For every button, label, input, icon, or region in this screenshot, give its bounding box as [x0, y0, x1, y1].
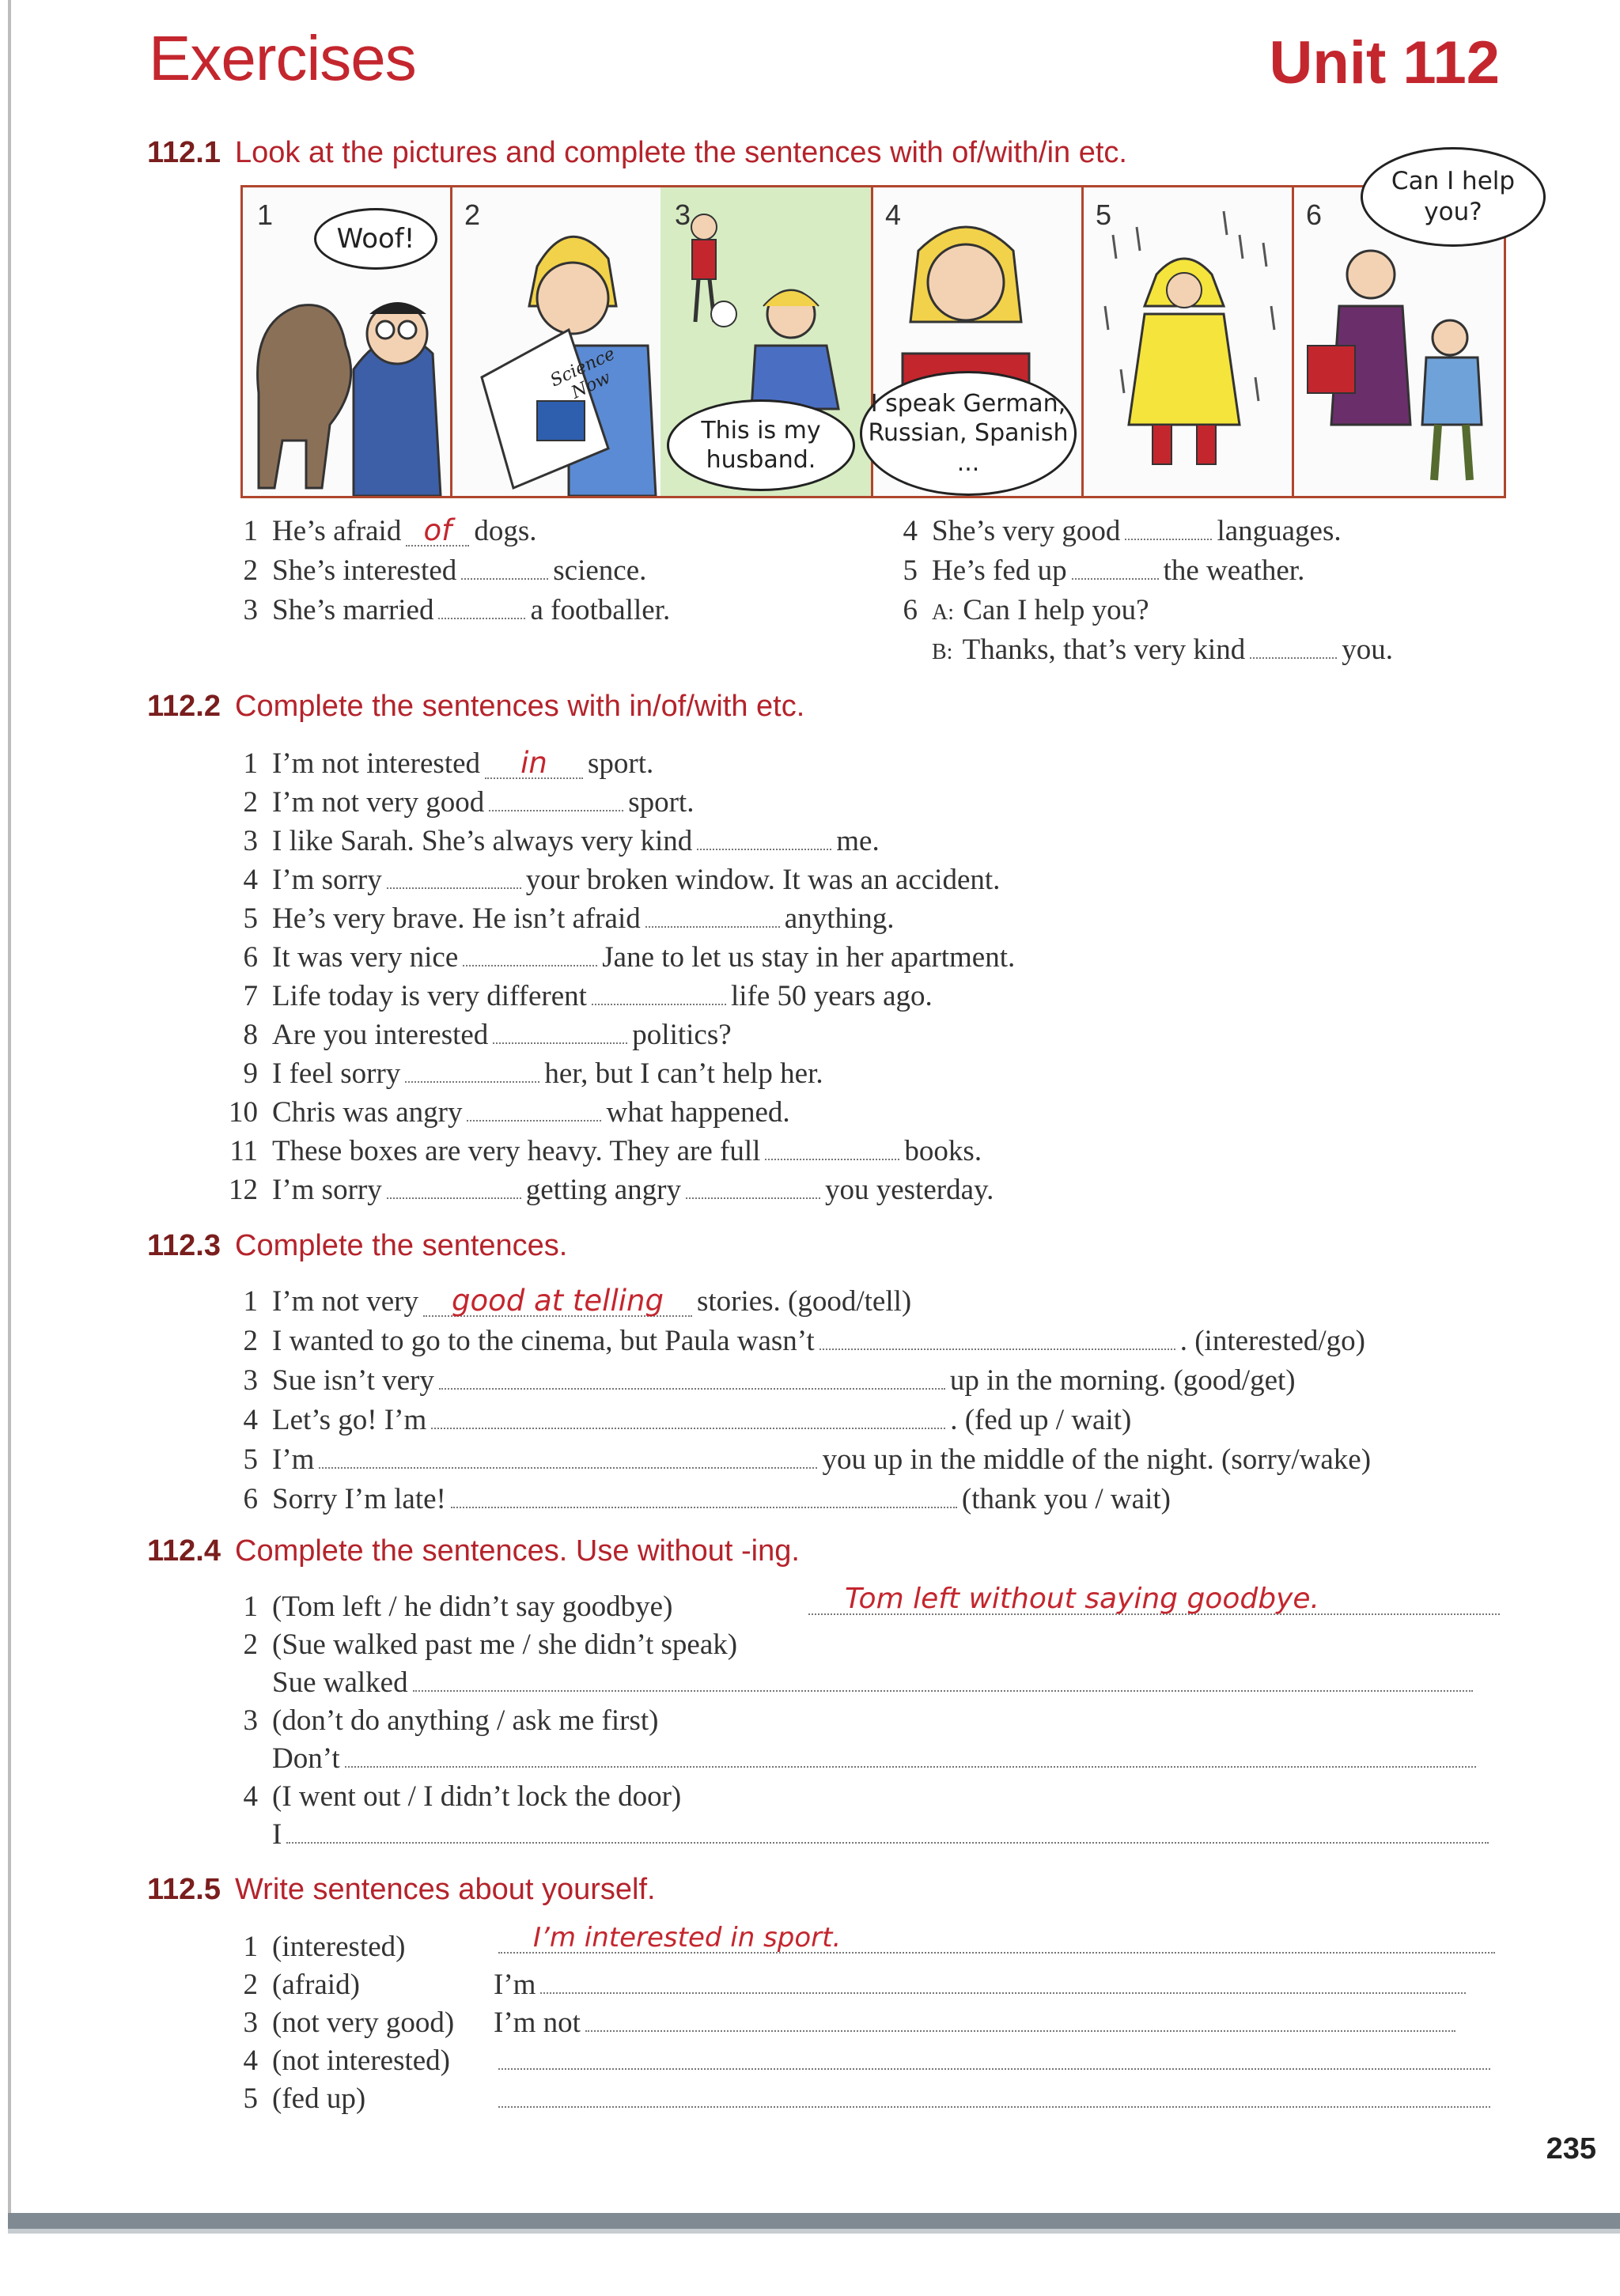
speech-bubble: Can I help you? — [1361, 147, 1546, 247]
ex4-item-1: 1 (Tom left / he didn’t say goodbye) — [243, 1591, 673, 1623]
speech-bubble: This is my husband. — [667, 399, 855, 491]
ex4-item-3: 3 (don’t do anything / ask me first) — [243, 1704, 659, 1737]
answer-field[interactable]: I’m interested in sport. — [498, 1923, 1495, 1954]
answer-field[interactable] — [1072, 577, 1159, 580]
answer-field[interactable] — [489, 809, 623, 811]
page-title: Exercises — [149, 23, 416, 93]
ex2-item-4: 4 I’m sorry your broken window. It was an accident. — [243, 864, 1001, 896]
answer-field[interactable] — [405, 1080, 539, 1083]
exercise-112-1-heading: 112.1 Look at the pictures and complete the sentences with of/with/in etc. — [147, 136, 1127, 169]
exercise-112-3-heading: 112.3 Complete the sentences. — [147, 1229, 568, 1262]
answer-field[interactable] — [286, 1841, 1489, 1844]
picture-panel-1: 1 Woof! — [243, 187, 452, 496]
ex3-item-4: 4 Let’s go! I’m . (fed up / wait) — [243, 1404, 1132, 1436]
answer-field[interactable] — [387, 887, 521, 889]
picture-panel-6: 6 — [1292, 187, 1504, 496]
answer-field[interactable] — [451, 1506, 957, 1508]
answer-field[interactable]: Tom left without saying goodbye. — [808, 1585, 1500, 1615]
magazine-cover-title: Science Now — [547, 343, 619, 403]
answer-field[interactable] — [439, 1387, 945, 1390]
ex1-item-6-reply: B: Thanks, that’s very kind you. — [932, 634, 1393, 666]
dog-and-man-illustration — [243, 187, 450, 496]
answer-field[interactable] — [463, 964, 597, 966]
ex2-item-9: 9 I feel sorry her, but I can’t help her. — [243, 1057, 823, 1090]
picture-panel-4: 4 I speak German, Russian, Spanish ... — [871, 187, 1084, 496]
answer-field[interactable] — [592, 1003, 726, 1005]
ex3-item-2: 2 I wanted to go to the cinema, but Paula wasn’t . (interested/go) — [243, 1325, 1365, 1357]
answer-field[interactable] — [467, 1119, 601, 1122]
answer-field[interactable] — [493, 1042, 627, 1044]
ex2-item-1: 1 I’m not interested in sport. — [243, 746, 654, 780]
answer-field[interactable] — [387, 1197, 521, 1199]
ex2-item-3: 3 I like Sarah. She’s always very kind me. — [243, 825, 880, 857]
speech-bubble: Woof! — [314, 208, 437, 270]
ex4-item-2-answer: Sue walked — [272, 1666, 1478, 1700]
ex1-item-5: 5 He’s fed up the weather. — [903, 554, 1305, 587]
ex5-item-5-answer — [494, 2082, 1495, 2116]
speech-bubble: I speak German, Russian, Spanish ... — [860, 371, 1077, 496]
ex1-item-4: 4 She’s very good languages. — [903, 515, 1342, 547]
ex2-item-5: 5 He’s very brave. He isn’t afraid anything. — [243, 902, 895, 935]
ex5-item-3-answer: I’m not — [494, 2006, 1460, 2040]
ex4-item-4-answer: I — [272, 1818, 1493, 1852]
ex5-item-4-answer — [494, 2044, 1495, 2078]
ex2-item-10: 10 Chris was angry what happened. — [229, 1096, 790, 1129]
ex3-item-1: 1 I’m not very good at telling stories. (good/tell) — [243, 1284, 912, 1318]
answer-field[interactable] — [461, 577, 548, 580]
ex4-item-3-answer: Don’t — [272, 1742, 1481, 1776]
ex5-item-2-answer: I’m — [494, 1968, 1470, 2002]
ex5-item-3: 3 (not very good) — [243, 2007, 455, 2039]
ex3-item-5: 5 I’m you up in the middle of the night. (sorry/wake) — [243, 1443, 1372, 1476]
ex2-item-8: 8 Are you interested politics? — [243, 1019, 732, 1051]
ex3-item-3: 3 Sue isn’t very up in the morning. (good/get) — [243, 1364, 1296, 1397]
footer-bar-shadow — [8, 2229, 1620, 2234]
left-margin-rule — [8, 0, 11, 2215]
answer-field[interactable] — [413, 1689, 1473, 1692]
rain-illustration — [1081, 187, 1292, 496]
ex5-item-2: 2 (afraid) — [243, 1969, 360, 2001]
ex2-item-2: 2 I’m not very good sport. — [243, 786, 695, 819]
ex3-item-6: 6 Sorry I’m late! (thank you / wait) — [243, 1483, 1171, 1515]
answer-field[interactable] — [819, 1348, 1175, 1350]
ex1-item-1: 1 He’s afraid of dogs. — [243, 513, 537, 547]
answer-field[interactable] — [765, 1158, 899, 1160]
picture-panel-5: 5 — [1081, 187, 1294, 496]
unit-heading: Unit 112 — [1269, 29, 1500, 96]
answer-field[interactable] — [345, 1765, 1476, 1768]
ex2-item-7: 7 Life today is very different life 50 years ago. — [243, 980, 933, 1012]
answer-field[interactable] — [697, 848, 831, 850]
ex5-item-4: 4 (not interested) — [243, 2044, 450, 2077]
ex4-item-4: 4 (I went out / I didn’t lock the door) — [243, 1780, 682, 1813]
ex4-item-2: 2 (Sue walked past me / she didn’t speak) — [243, 1628, 738, 1661]
exercise-112-4-heading: 112.4 Complete the sentences. Use without -ing. — [147, 1534, 800, 1568]
answer-field[interactable] — [319, 1466, 817, 1469]
answer-field[interactable] — [686, 1197, 820, 1199]
answer-field[interactable] — [498, 2067, 1490, 2070]
answer-field[interactable]: good at telling — [423, 1287, 692, 1317]
answer-field[interactable] — [438, 617, 525, 619]
ex2-item-11: 11 These boxes are very heavy. They are full books. — [229, 1135, 982, 1167]
answer-field[interactable] — [585, 2029, 1455, 2032]
answer-field[interactable] — [1250, 656, 1337, 659]
answer-field[interactable]: of — [406, 516, 469, 547]
answer-field[interactable] — [645, 925, 780, 928]
answer-field[interactable] — [498, 2105, 1490, 2108]
exercise-112-5-heading: 112.5 Write sentences about yourself. — [147, 1873, 656, 1906]
answer-field[interactable] — [1125, 538, 1212, 540]
answer-field[interactable] — [540, 1992, 1466, 1994]
ex2-item-12: 12 I’m sorry getting angry you yesterday. — [229, 1174, 994, 1206]
page-number: 235 — [1546, 2132, 1596, 2166]
picture-panel-2: 2 Science Now — [450, 187, 663, 496]
ex1-item-6: 6 A: Can I help you? — [903, 594, 1149, 626]
woman-reading-illustration — [450, 187, 660, 496]
ex1-item-3: 3 She’s married a footballer. — [243, 594, 671, 626]
ex1-item-2: 2 She’s interested science. — [243, 554, 647, 587]
picture-strip — [240, 185, 1506, 498]
answer-field[interactable]: in — [485, 749, 583, 779]
ex5-item-5: 5 (fed up) — [243, 2082, 366, 2115]
answer-field[interactable] — [431, 1427, 945, 1429]
footer-bar — [8, 2213, 1620, 2229]
picture-panel-3: 3 This is my husband. — [660, 187, 873, 496]
ex2-item-6: 6 It was very nice Jane to let us stay in her apartment. — [243, 941, 1016, 974]
ex5-item-1: 1 (interested) — [243, 1931, 406, 1963]
exercise-112-2-heading: 112.2 Complete the sentences with in/of/with etc. — [147, 690, 805, 723]
